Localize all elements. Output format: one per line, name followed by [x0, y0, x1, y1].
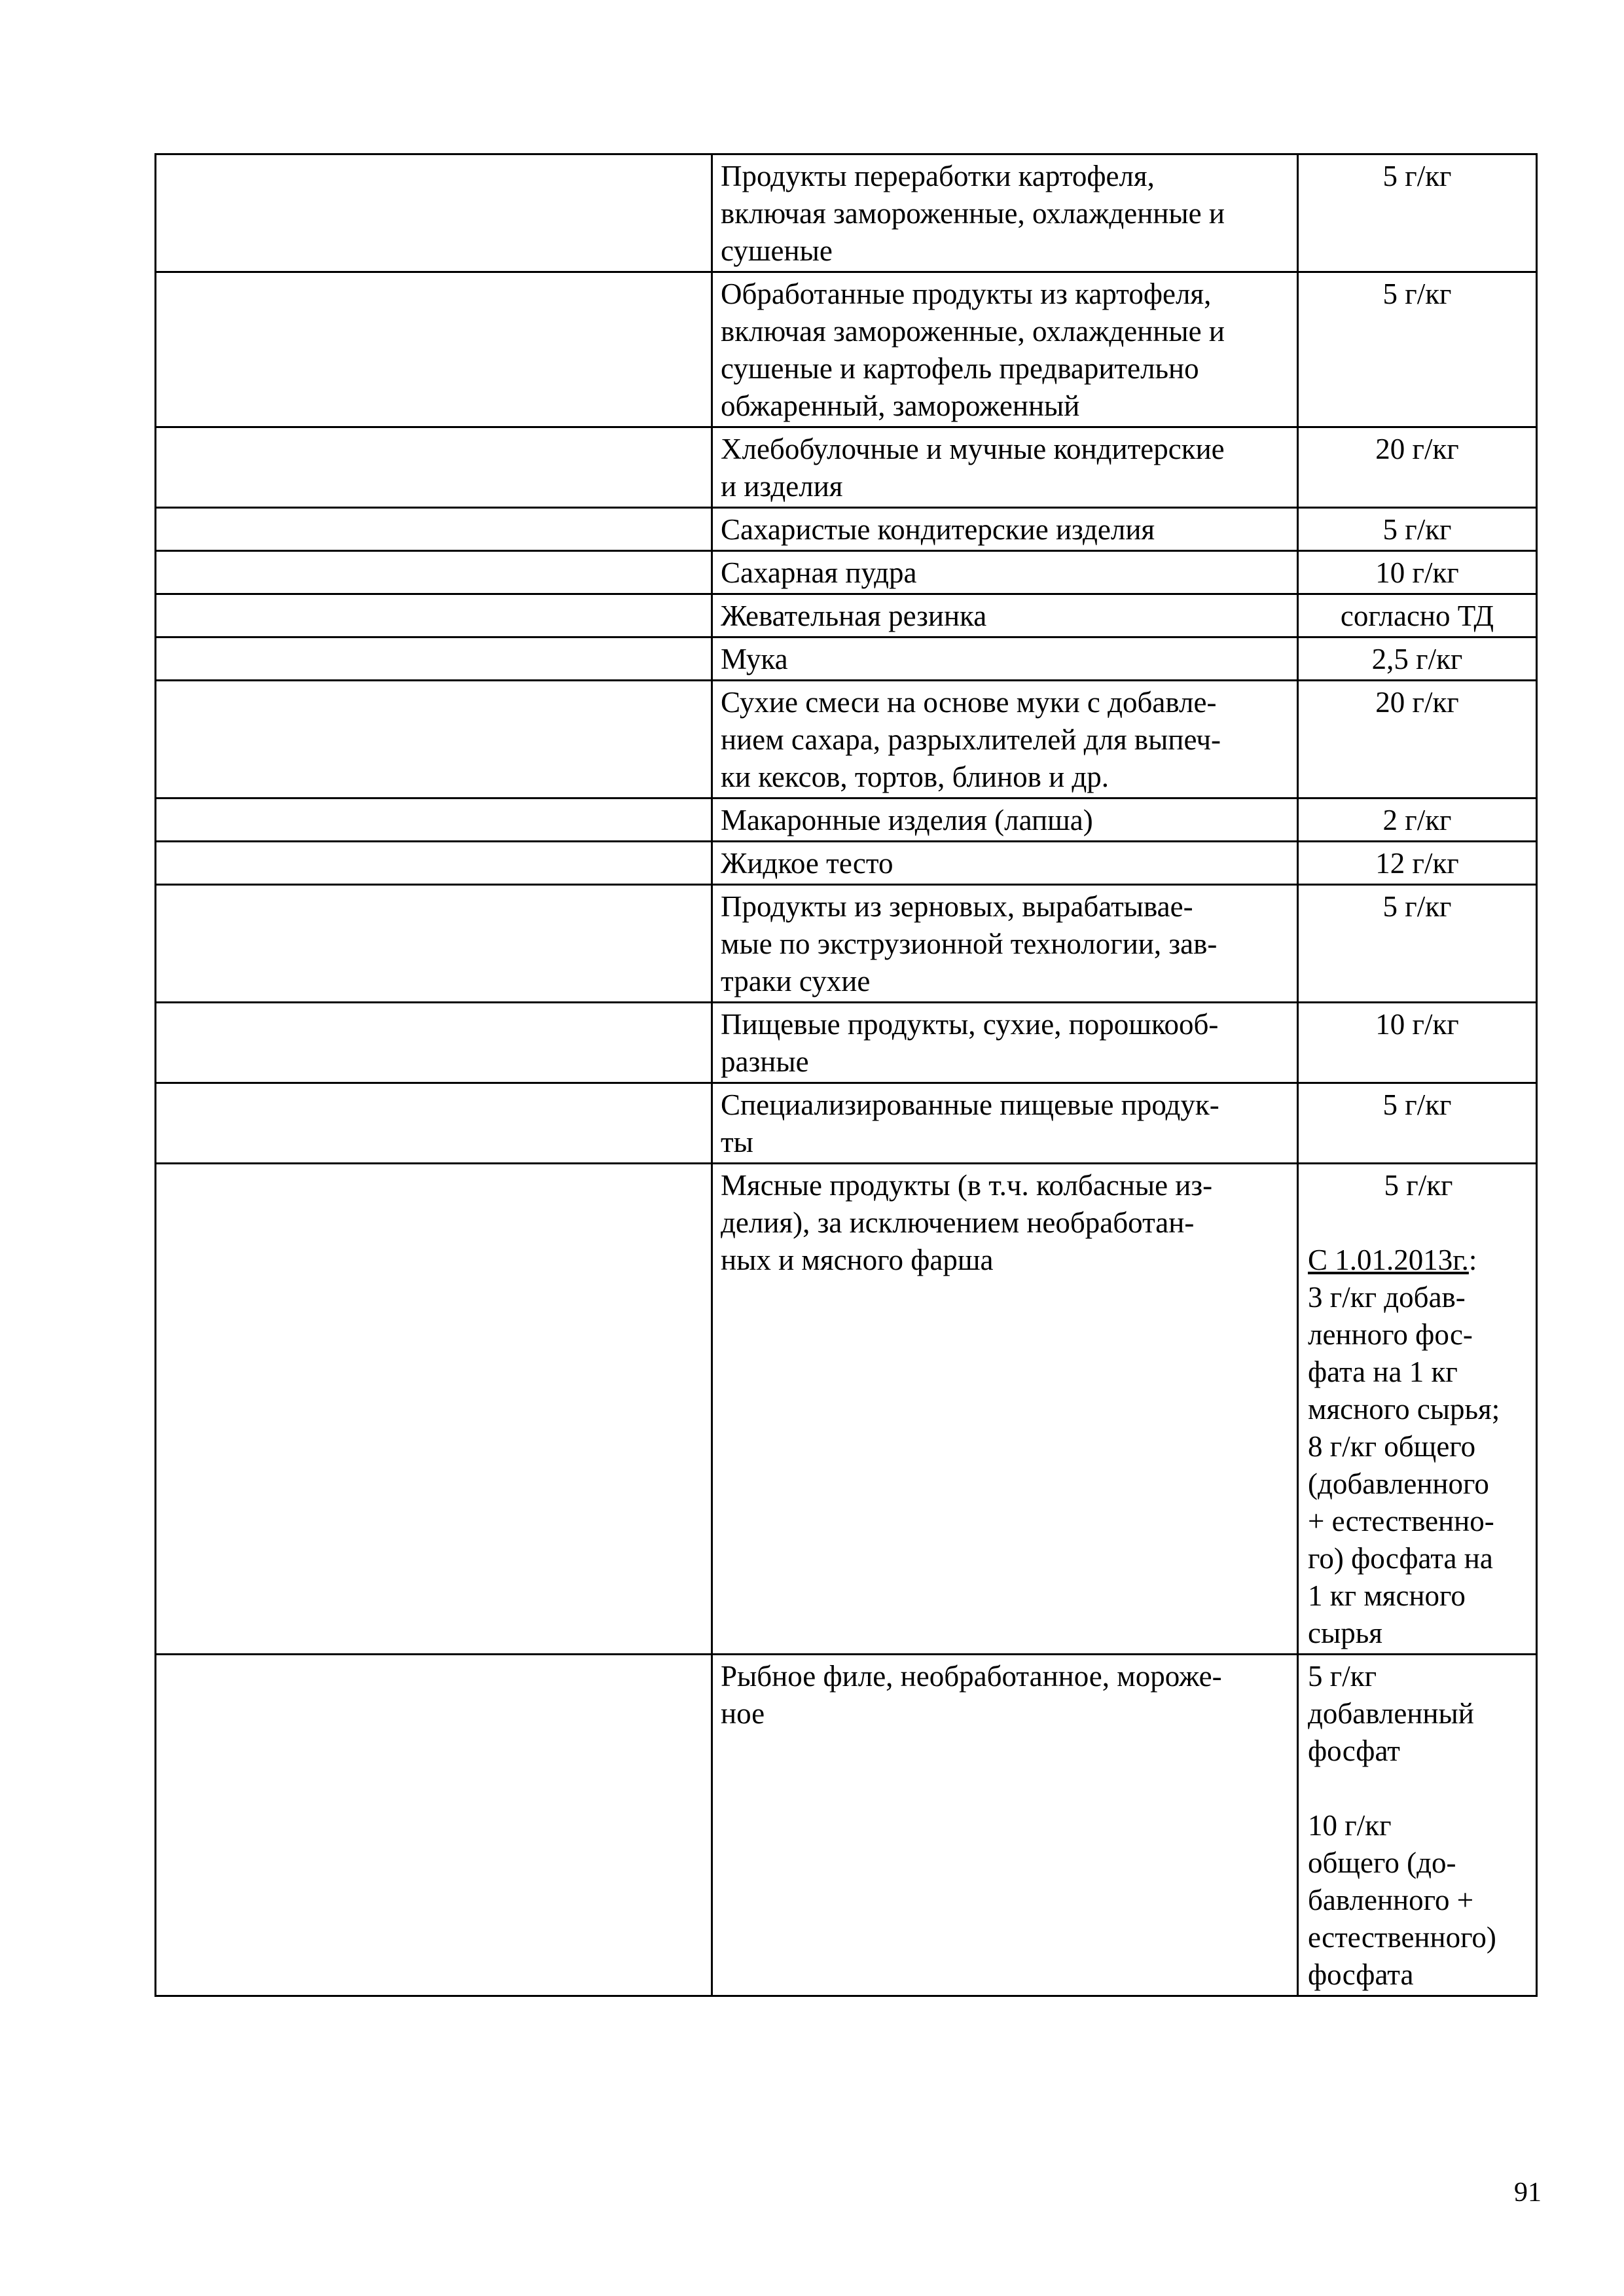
table-row	[156, 885, 1537, 1003]
table-body	[156, 154, 1537, 1996]
product-cell	[712, 798, 1298, 842]
table-row	[156, 681, 1537, 798]
product-cell	[712, 1003, 1298, 1083]
text-line: делия), за исключением необработан-	[721, 1206, 1195, 1239]
text-line: разные	[721, 1045, 809, 1078]
text-line: (добавленного	[1308, 1467, 1489, 1500]
text-line: Жидкое тесто	[721, 847, 893, 880]
spacer	[1308, 1770, 1529, 1807]
text-line: включая замороженные, охлажденные и	[721, 315, 1225, 348]
empty-cell	[156, 154, 712, 272]
empty-cell	[156, 1083, 712, 1164]
limit-cell	[1298, 154, 1537, 272]
empty-cell	[156, 551, 712, 594]
product-cell	[712, 272, 1298, 427]
text-line: 5 г/кг	[1382, 160, 1452, 192]
product-cell	[712, 842, 1298, 885]
text-line: ное	[721, 1697, 765, 1730]
limit-cell	[1298, 551, 1537, 594]
table-row	[156, 154, 1537, 272]
table-row	[156, 594, 1537, 637]
text-line: Обработанные продукты из картофеля,	[721, 278, 1212, 310]
limit-cell	[1298, 681, 1537, 798]
additive-limits-table	[154, 153, 1538, 1997]
text-line: Жевательная резинка	[721, 600, 987, 632]
text-line: 2 г/кг	[1382, 804, 1452, 836]
product-cell	[712, 1655, 1298, 1996]
limit-cell	[1298, 508, 1537, 551]
empty-cell	[156, 681, 712, 798]
text-line: сушеные и картофель предварительно	[721, 352, 1199, 385]
text-line: 5 г/кг	[1308, 1660, 1377, 1693]
product-cell	[712, 681, 1298, 798]
text-line: 1 кг мясного	[1308, 1579, 1466, 1612]
text-line: 20 г/кг	[1375, 686, 1459, 719]
limit-cell	[1298, 1164, 1537, 1655]
text-line: Специализированные пищевые продук-	[721, 1088, 1219, 1121]
text-line: траки сухие	[721, 965, 871, 997]
text-line: 10 г/кг	[1375, 556, 1459, 589]
text-line: общего (до-	[1308, 1846, 1456, 1879]
text-line: Макаронные изделия (лапша)	[721, 804, 1093, 836]
limit-cell	[1298, 1655, 1537, 1996]
limit-cell	[1298, 637, 1537, 681]
empty-cell	[156, 1164, 712, 1655]
empty-cell	[156, 885, 712, 1003]
product-cell	[712, 1083, 1298, 1164]
product-cell	[712, 427, 1298, 508]
limit-cell	[1298, 427, 1537, 508]
text-line: Продукты переработки картофеля,	[721, 160, 1155, 192]
text-line: Рыбное филе, необработанное, мороже-	[721, 1660, 1222, 1693]
product-cell	[712, 594, 1298, 637]
text-line: сырья	[1308, 1617, 1382, 1649]
product-cell	[712, 551, 1298, 594]
empty-cell	[156, 594, 712, 637]
empty-cell	[156, 272, 712, 427]
text-line: 5 г/кг	[1382, 890, 1452, 923]
text-line: мые по экструзионной технологии, зав-	[721, 927, 1218, 960]
text-line: бавленного +	[1308, 1884, 1474, 1916]
text-line: Сахарная пудра	[721, 556, 917, 589]
text-line: Продукты из зерновых, вырабатывае-	[721, 890, 1193, 923]
text-line: Мука	[721, 643, 788, 675]
text-line: го) фосфата на	[1308, 1542, 1493, 1575]
table-row	[156, 508, 1537, 551]
limit-cell	[1298, 272, 1537, 427]
empty-cell	[156, 1655, 712, 1996]
text-line: 5 г/кг	[1382, 513, 1452, 546]
text-line: фосфат	[1308, 1734, 1400, 1767]
text-line: 8 г/кг общего	[1308, 1430, 1476, 1463]
text-line: 5 г/кг	[1382, 278, 1452, 310]
page-number: 91	[1514, 2178, 1542, 2208]
text-line: + естественно-	[1308, 1505, 1494, 1537]
table-row	[156, 1003, 1537, 1083]
limit-cell	[1298, 594, 1537, 637]
text-line: 12 г/кг	[1375, 847, 1459, 880]
product-cell	[712, 154, 1298, 272]
table-row	[156, 637, 1537, 681]
product-cell	[712, 508, 1298, 551]
table-row	[156, 272, 1537, 427]
product-cell	[712, 637, 1298, 681]
text-line: Хлебобулочные и мучные кондитерские	[721, 433, 1225, 465]
empty-cell	[156, 637, 712, 681]
table-row	[156, 1164, 1537, 1655]
limit-cell	[1298, 1003, 1537, 1083]
text-line: согласно ТД	[1340, 600, 1494, 632]
text-line: добавленный	[1308, 1697, 1474, 1730]
text-line: Сухие смеси на основе муки с добавле-	[721, 686, 1217, 719]
text-line: ленного фос-	[1308, 1318, 1473, 1351]
limit-cell	[1298, 842, 1537, 885]
table-row	[156, 1655, 1537, 1996]
table-row	[156, 551, 1537, 594]
text-line: обжаренный, замороженный	[721, 389, 1080, 422]
text-line: 2,5 г/кг	[1371, 643, 1463, 675]
text-line: 3 г/кг добав-	[1308, 1281, 1466, 1314]
text-line: естественного)	[1308, 1921, 1496, 1954]
product-cell	[712, 885, 1298, 1003]
text-line: Мясные продукты (в т.ч. колбасные из-	[721, 1169, 1213, 1202]
empty-cell	[156, 842, 712, 885]
table-row	[156, 842, 1537, 885]
table-row	[156, 798, 1537, 842]
product-cell	[712, 1164, 1298, 1655]
text-line: Пищевые продукты, сухие, порошкооб-	[721, 1008, 1219, 1041]
text-line: сушеные	[721, 234, 833, 267]
text-line: 10 г/кг	[1375, 1008, 1459, 1041]
table-row	[156, 1083, 1537, 1164]
limit-cell	[1298, 1083, 1537, 1164]
text-line: фосфата	[1308, 1958, 1414, 1991]
text-line: 10 г/кг	[1308, 1809, 1392, 1842]
date-colon: :	[1468, 1244, 1477, 1276]
table-row	[156, 427, 1537, 508]
text-line: включая замороженные, охлажденные и	[721, 197, 1225, 230]
empty-cell	[156, 1003, 712, 1083]
text-line: ки кексов, тортов, блинов и др.	[721, 761, 1110, 793]
text-line: Сахаристые кондитерские изделия	[721, 513, 1155, 546]
spacer	[1308, 1204, 1529, 1242]
empty-cell	[156, 798, 712, 842]
text-line: мясного сырья;	[1308, 1393, 1500, 1426]
text-line: нием сахара, разрыхлителей для выпеч-	[721, 723, 1221, 756]
limit-cell	[1298, 798, 1537, 842]
text-line: 5 г/кг	[1382, 1088, 1452, 1121]
text-line: ты	[721, 1126, 753, 1158]
text-line: ных и мясного фарша	[721, 1244, 994, 1276]
text-line: фата на 1 кг	[1308, 1355, 1458, 1388]
limit-main: 5 г/кг	[1384, 1169, 1453, 1202]
text-line: и изделия	[721, 470, 843, 503]
text-line: 20 г/кг	[1375, 433, 1459, 465]
effective-date: С 1.01.2013г.	[1308, 1244, 1469, 1276]
empty-cell	[156, 508, 712, 551]
limit-cell	[1298, 885, 1537, 1003]
effective-date-line	[1308, 1242, 1529, 1279]
empty-cell	[156, 427, 712, 508]
